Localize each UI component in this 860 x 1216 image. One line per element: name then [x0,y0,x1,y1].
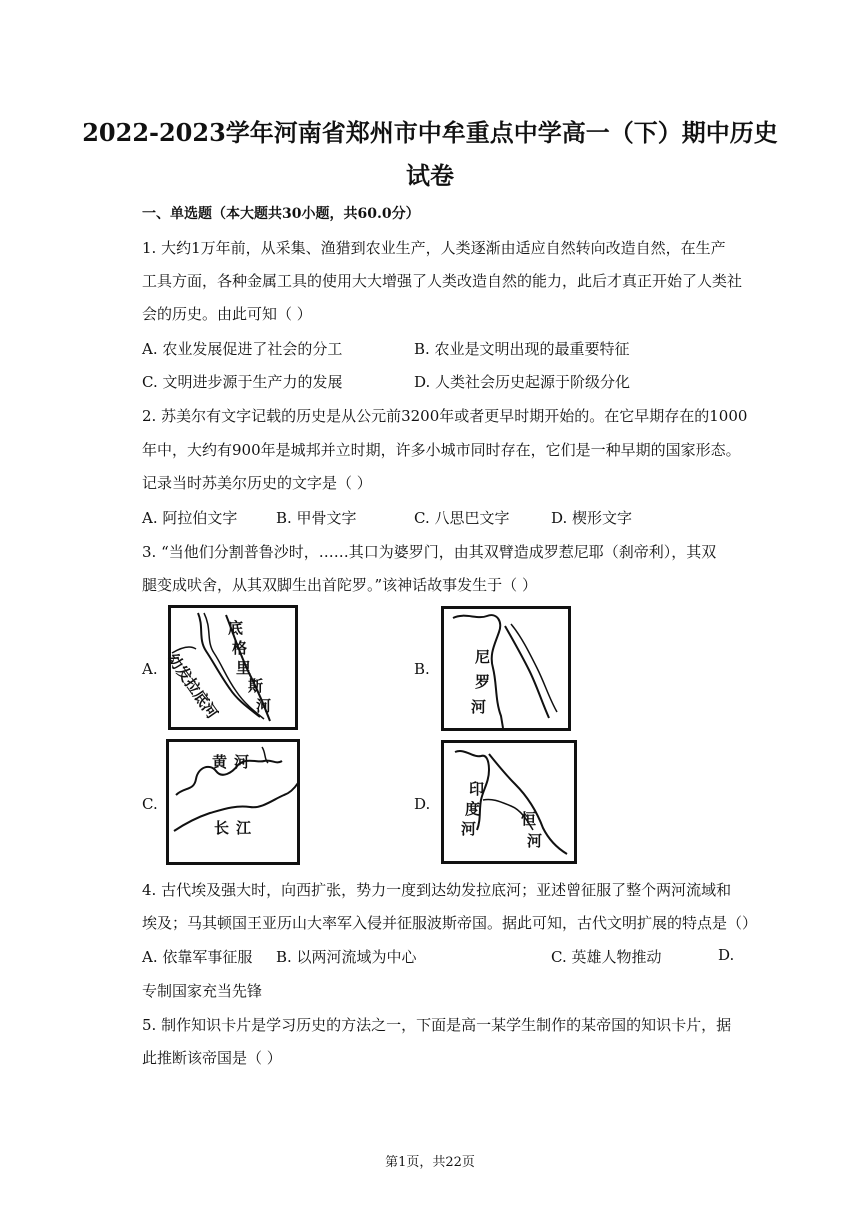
q3-option-b-label: B. [414,660,430,678]
map-c-label-3: 长 [214,819,230,837]
question-2-line-1: 2. 苏美尔有文字记载的历史是从公元前3200年或者更早时期开始的。在它早期存在的1000 [142,407,748,425]
map-a-mesopotamia [163,605,298,730]
map-c-label-1: 黄 [212,753,228,771]
q3-option-a-label: A. [142,660,158,678]
question-3-line-2: 腿变成吠舍，从其双脚生出首陀罗。”该神话故事发生于（ ） [142,576,537,594]
page-title: 2022-2023学年河南省郑州市中牟重点中学高一（下）期中历史 [82,118,778,147]
q1-option-b: B. 农业是文明出现的最重要特征 [414,340,630,358]
q4-option-c: C. 英雄人物推动 [551,948,662,966]
map-a-label-4: 斯 [248,677,264,695]
map-a-label-5: 河 [256,697,272,715]
map-b-nile [441,606,571,731]
map-c-label-4: 江 [236,819,252,837]
question-3-line-1: 3. “当他们分割普鲁沙时，……其口为婆罗门，由其双臂造成罗惹尼耶（刹帝利），其双 [142,543,717,561]
map-d-label-3: 河 [461,820,477,838]
map-a-label-2: 格 [232,639,248,657]
map-b-label-1: 尼 [475,648,491,666]
question-2-line-2: 年中，大约有900年是城邦并立时期，许多小城市同时存在，它们是一种早期的国家形态。 [142,441,741,459]
map-a-label-3: 里 [236,659,252,677]
q2-option-b: B. 甲骨文字 [276,509,357,527]
map-d-label-5: 河 [527,832,543,850]
question-5-line-2: 此推断该帝国是（ ） [142,1049,282,1067]
map-d-label-2: 度 [465,800,481,818]
map-c-china [166,739,300,865]
q4-option-a: A. 依靠军事征服 [142,948,253,966]
question-4-line-2: 埃及；马其顿国王亚历山大率军入侵并征服波斯帝国。据此可知，古代文明扩展的特点是（） [142,914,758,932]
question-1-line-2: 工具方面，各种金属工具的使用大大增强了人类改造自然的能力，此后才真正开始了人类社 [142,272,743,290]
q3-option-d-label: D. [414,795,431,813]
map-a-label-1: 底 [228,619,244,637]
q1-option-d: D. 人类社会历史起源于阶级分化 [414,373,631,391]
page-title-continued: 试卷 [406,161,454,190]
question-4-line-1: 4. 古代埃及强大时，向西扩张，势力一度到达幼发拉底河；亚述曾征服了整个两河流域和 [142,881,732,899]
map-a-label-euphrates: 幼发拉底河 [163,650,222,722]
question-1-line-3: 会的历史。由此可知（ ） [142,305,312,323]
map-d-india [441,740,577,864]
question-1-line-1: 1. 大约1万年前，从采集、渔猎到农业生产，人类逐渐由适应自然转向改造自然，在生产 [142,239,726,257]
q1-option-a: A. 农业发展促进了社会的分工 [142,340,343,358]
q4-option-d-label: D. [718,946,735,964]
map-b-label-2: 罗 [475,673,491,691]
page-footer: 第1页，共22页 [385,1155,475,1170]
q2-option-a: A. 阿拉伯文字 [142,509,238,527]
map-c-label-2: 河 [234,753,250,771]
question-2-line-3: 记录当时苏美尔历史的文字是（ ） [142,474,372,492]
map-b-label-3: 河 [471,698,487,716]
q3-option-c-label: C. [142,795,158,813]
section-heading: 一、单选题（本大题共30小题，共60.0分） [142,206,420,222]
question-5-line-1: 5. 制作知识卡片是学习历史的方法之一，下面是高一某学生制作的某帝国的知识卡片，据 [142,1016,732,1034]
map-d-label-4: 恒 [521,810,537,828]
q1-option-c: C. 文明进步源于生产力的发展 [142,373,343,391]
q4-option-b: B. 以两河流域为中心 [276,948,417,966]
q4-option-d-text: 专制国家充当先锋 [142,982,263,1000]
map-d-label-1: 印 [469,780,485,798]
q2-option-d: D. 楔形文字 [551,509,633,527]
q2-option-c: C. 八思巴文字 [414,509,510,527]
